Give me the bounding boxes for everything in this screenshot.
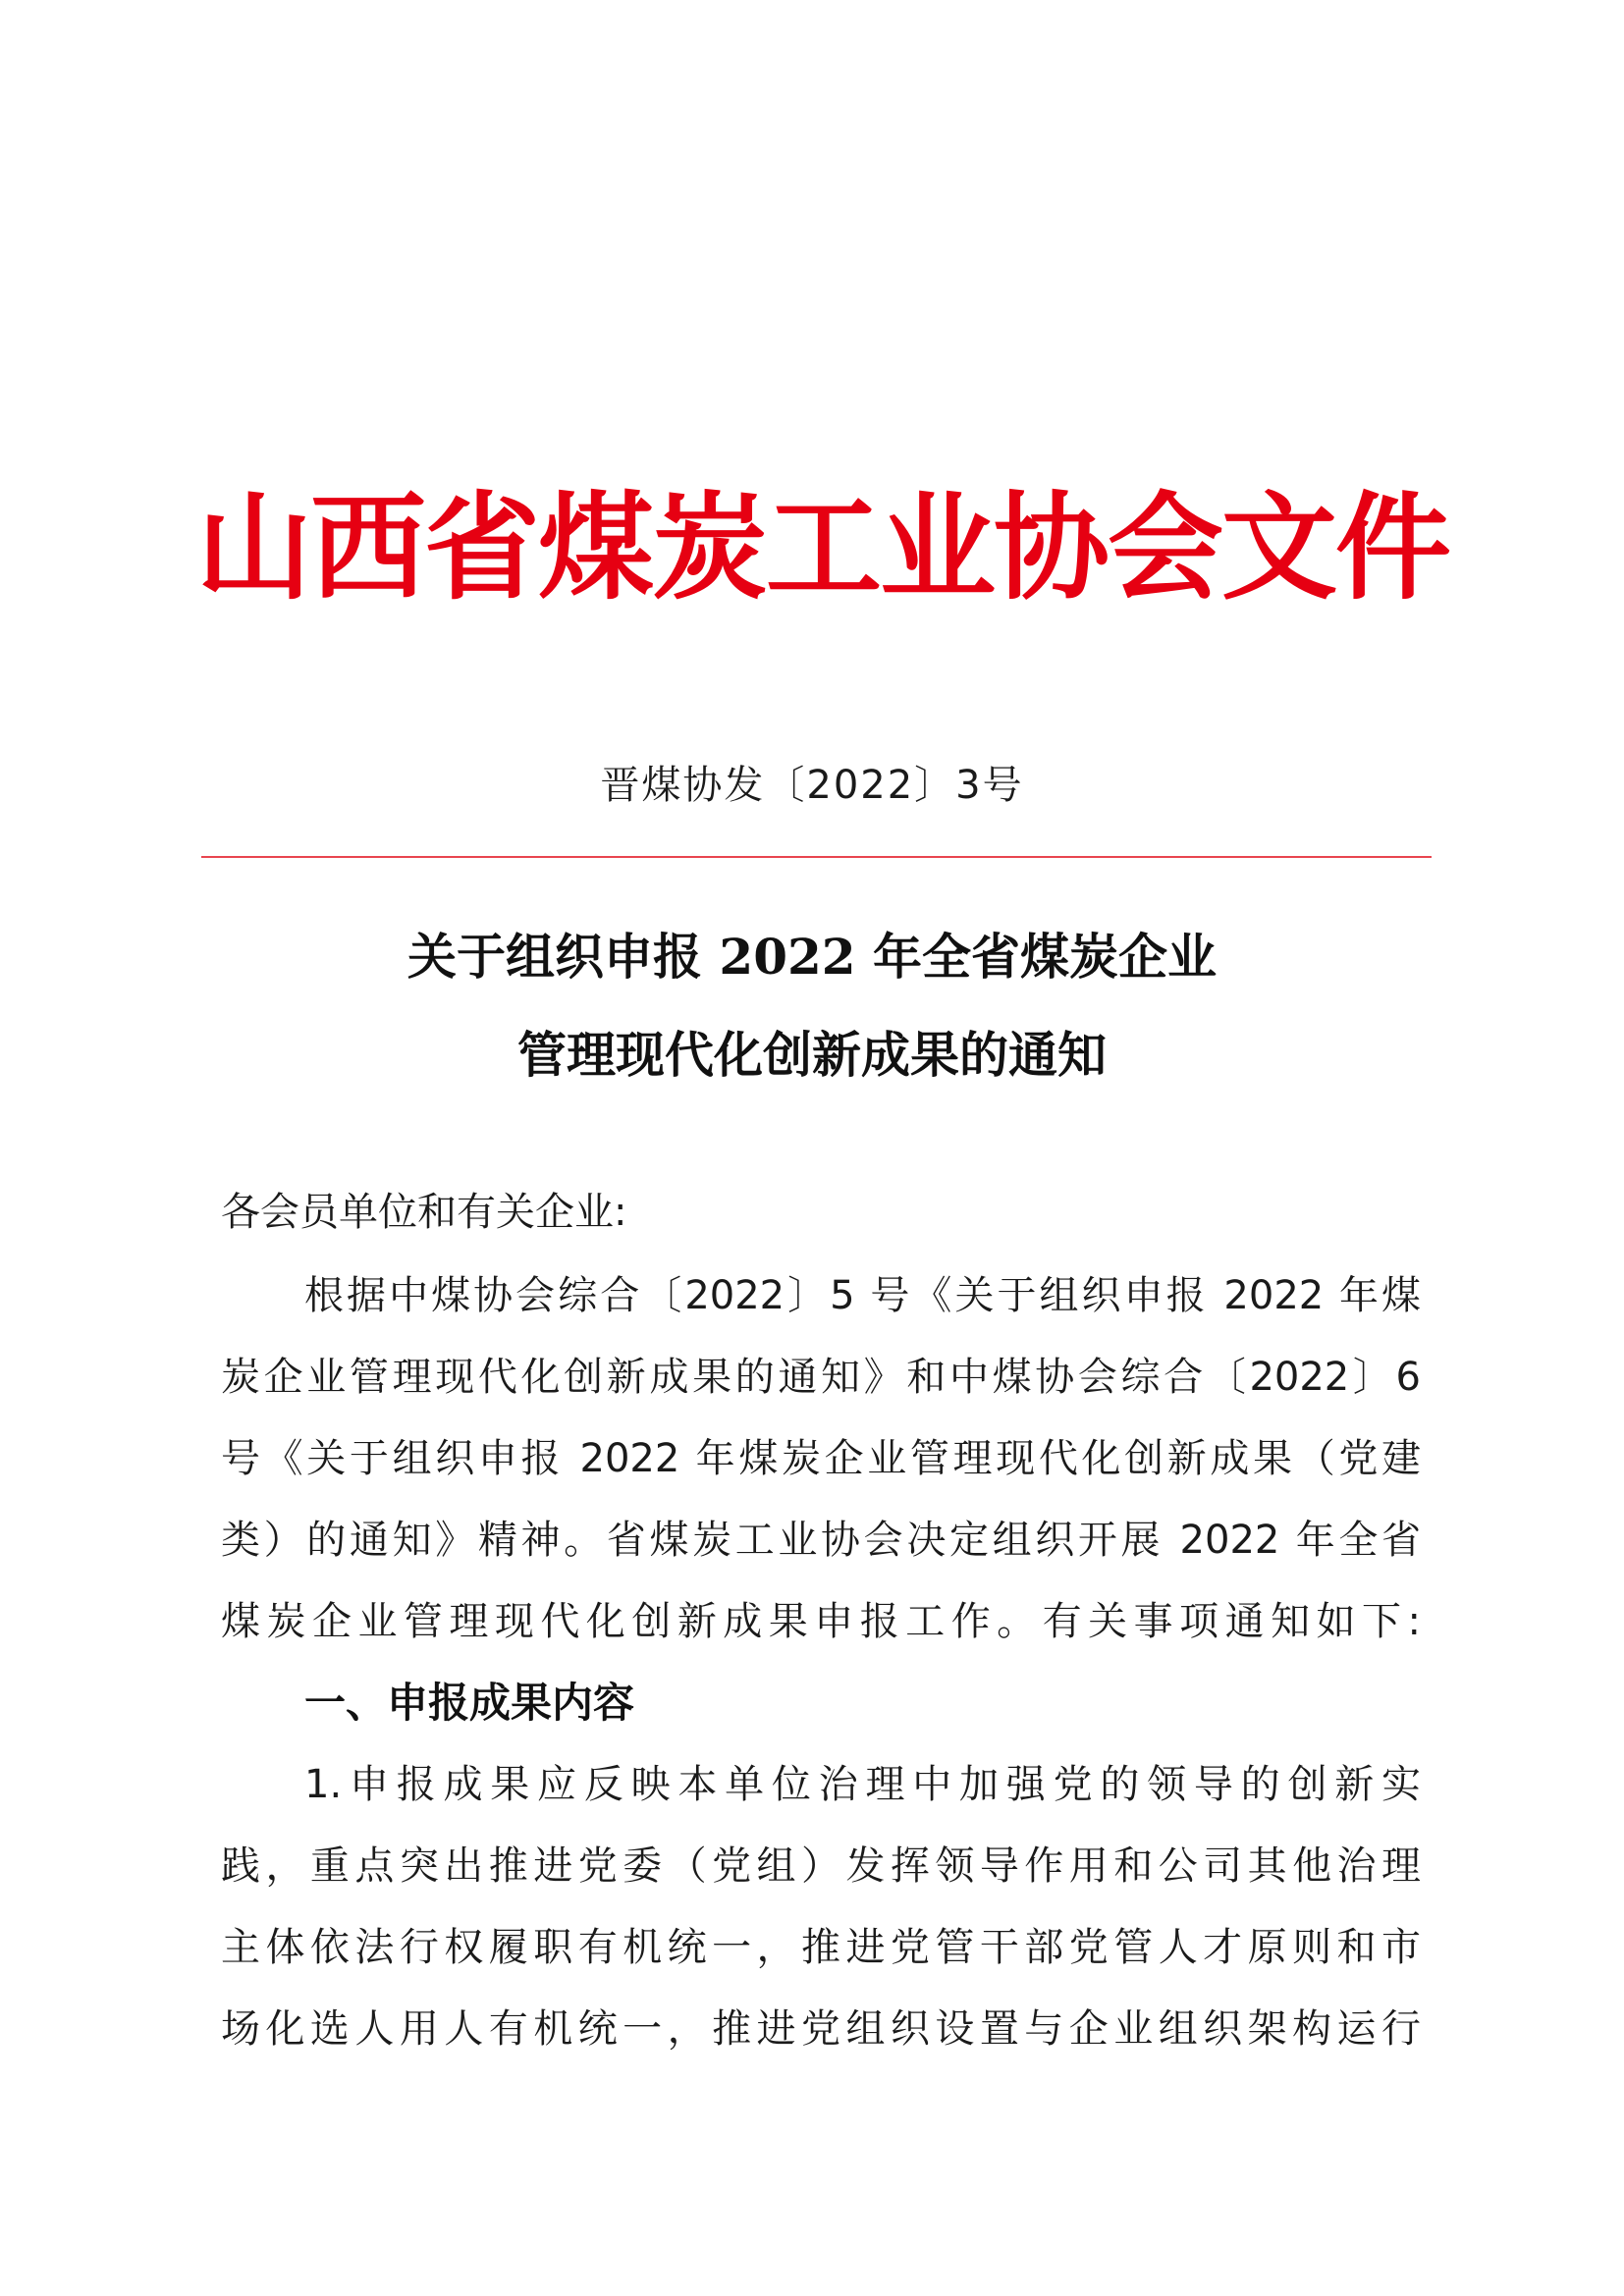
document-number: 晋煤协发〔2022〕3号 bbox=[600, 763, 1024, 808]
paragraph-line: 践，重点突出推进党委（党组）发挥领导作用和公司其他治理 bbox=[221, 1843, 1421, 1889]
notice-title-line-1: 关于组织申报 2022 年全省煤炭企业 bbox=[407, 928, 1217, 986]
salutation: 各会员单位和有关企业: bbox=[221, 1190, 627, 1235]
paragraph-line: 主体依法行权履职有机统一，推进党管干部党管人才原则和市 bbox=[221, 1925, 1421, 1970]
section-heading: 一、申报成果内容 bbox=[304, 1679, 635, 1727]
paragraph-line: 场化选人用人有机统一，推进党组织设置与企业组织架构运行 bbox=[221, 2006, 1421, 2052]
red-divider bbox=[201, 856, 1432, 858]
paragraph-line: 炭企业管理现代化创新成果的通知》和中煤协会综合〔2022〕6 bbox=[221, 1355, 1421, 1400]
paragraph-line: 类）的通知》精神。省煤炭工业协会决定组织开展 2022 年全省 bbox=[221, 1518, 1421, 1563]
paragraph-line: 煤炭企业管理现代化创新成果申报工作。有关事项通知如下: bbox=[221, 1599, 1421, 1644]
paragraph-line: 1.申报成果应反映本单位治理中加强党的领导的创新实 bbox=[304, 1762, 1421, 1807]
paragraph-line: 根据中煤协会综合〔2022〕5 号《关于组织申报 2022 年煤 bbox=[304, 1273, 1421, 1318]
paragraph-line: 号《关于组织申报 2022 年煤炭企业管理现代化创新成果（党建 bbox=[221, 1436, 1421, 1481]
masthead-title: 山西省煤炭工业协会文件 bbox=[196, 479, 1450, 615]
notice-title-line-2: 管理现代化创新成果的通知 bbox=[517, 1026, 1107, 1084]
